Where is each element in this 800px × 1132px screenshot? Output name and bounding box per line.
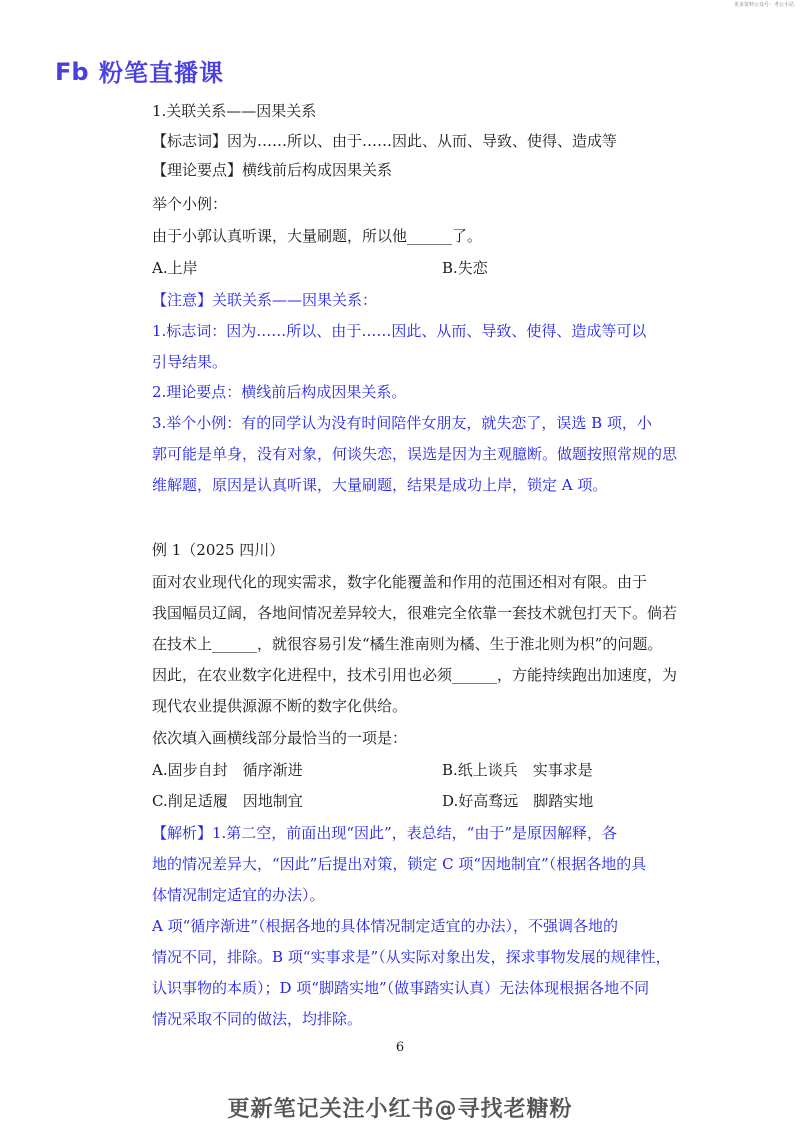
intro-option-a: A.上岸 [152,259,198,277]
example1-question: 依次填入画横线部分最恰当的一项是： [152,729,408,747]
intro-example-label: 举个小例： [152,195,228,213]
example1-option-b: B.纸上谈兵 实事求是 [442,761,593,779]
note-p3-line3: 维解题，原因是认真听课，大量刷题，结果是成功上岸，锁定 A 项。 [152,476,608,494]
intro-keywords: 【标志词】因为……所以、由于……因此、从而、导致、使得、造成等 [152,132,618,150]
brand-header [55,53,224,88]
note-title: 【注意】关联关系——因果关系： [152,291,378,309]
note-p1-line1: 1.标志词：因为……所以、由于……因此、从而、导致、使得、造成等可以 [152,322,647,340]
corner-note: 更多资料公众号：考公小站 [733,2,794,8]
footer-watermark: 更新笔记关注小红书@寻找老糖粉 [227,1097,573,1122]
example1-para-line2: 我国幅员辽阔，各地间情况差异较大，很难完全依靠一套技术就包打天下。倘若 [152,604,678,622]
example1-option-a: A.固步自封 循序渐进 [152,761,303,779]
analysis-line3: 体情况制定适宜的办法）。 [152,886,325,904]
page-number: 6 [395,1040,405,1055]
example1-title: 例 1（2025 四川） [152,541,285,559]
svg-text:Fb: Fb [55,57,89,85]
analysis-line7: 情况采取不同的做法，均排除。 [152,1010,363,1028]
analysis-line5: 情况不同，排除。B 项“实事求是”（从实际对象出发，探求事物发展的规律性， [152,948,671,966]
note-p3-line2: 郭可能是单身，没有对象，何谈失恋，误选是因为主观臆断。做题按照常规的思 [152,445,678,463]
note-p1-line2: 引导结果。 [152,353,228,371]
example1-option-c: C.削足适履 因地制宜 [152,792,303,810]
example1-para-line5: 现代农业提供源源不断的数字化供给。 [152,697,408,715]
fenbi-logo-icon [55,57,91,85]
note-p3-line1: 3.举个小例：有的同学认为没有时间陪伴女朋友，就失恋了，误选 B 项，小 [152,414,652,432]
example1-option-d: D.好高骛远 脚踏实地 [442,792,594,810]
intro-heading: 1.关联关系——因果关系 [152,102,317,120]
example1-para-line3: 在技术上______，就很容易引发“橘生淮南则为橘、生于淮北则为枳”的问题。 [152,635,663,653]
analysis-line6: 认识事物的本质）；D 项“脚踏实地”（做事踏实认真）无法体现根据各地不同 [152,979,650,997]
analysis-line4: A 项“循序渐进”（根据各地的具体情况制定适宜的办法），不强调各地的 [152,917,618,935]
example1-para-line1: 面对农业现代化的现实需求，数字化能覆盖和作用的范围还相对有限。由于 [152,573,648,591]
analysis-line2: 地的情况差异大，“因此”后提出对策，锁定 C 项“因地制宜”（根据各地的具 [152,855,647,873]
brand-name: 粉笔直播课 [99,59,224,87]
example1-para-line4: 因此，在农业数字化进程中，技术引用也必须______，方能持续跑出加速度，为 [152,666,678,684]
intro-option-b: B.失恋 [442,259,488,277]
intro-example-sentence: 由于小郭认真听课，大量刷题，所以他______了。 [152,227,483,245]
note-p2: 2.理论要点：横线前后构成因果关系。 [152,383,407,401]
intro-theory: 【理论要点】横线前后构成因果关系 [152,161,393,179]
analysis-line1: 【解析】1.第二空，前面出现“因此”，表总结，“由于”是原因解释，各 [152,824,617,842]
